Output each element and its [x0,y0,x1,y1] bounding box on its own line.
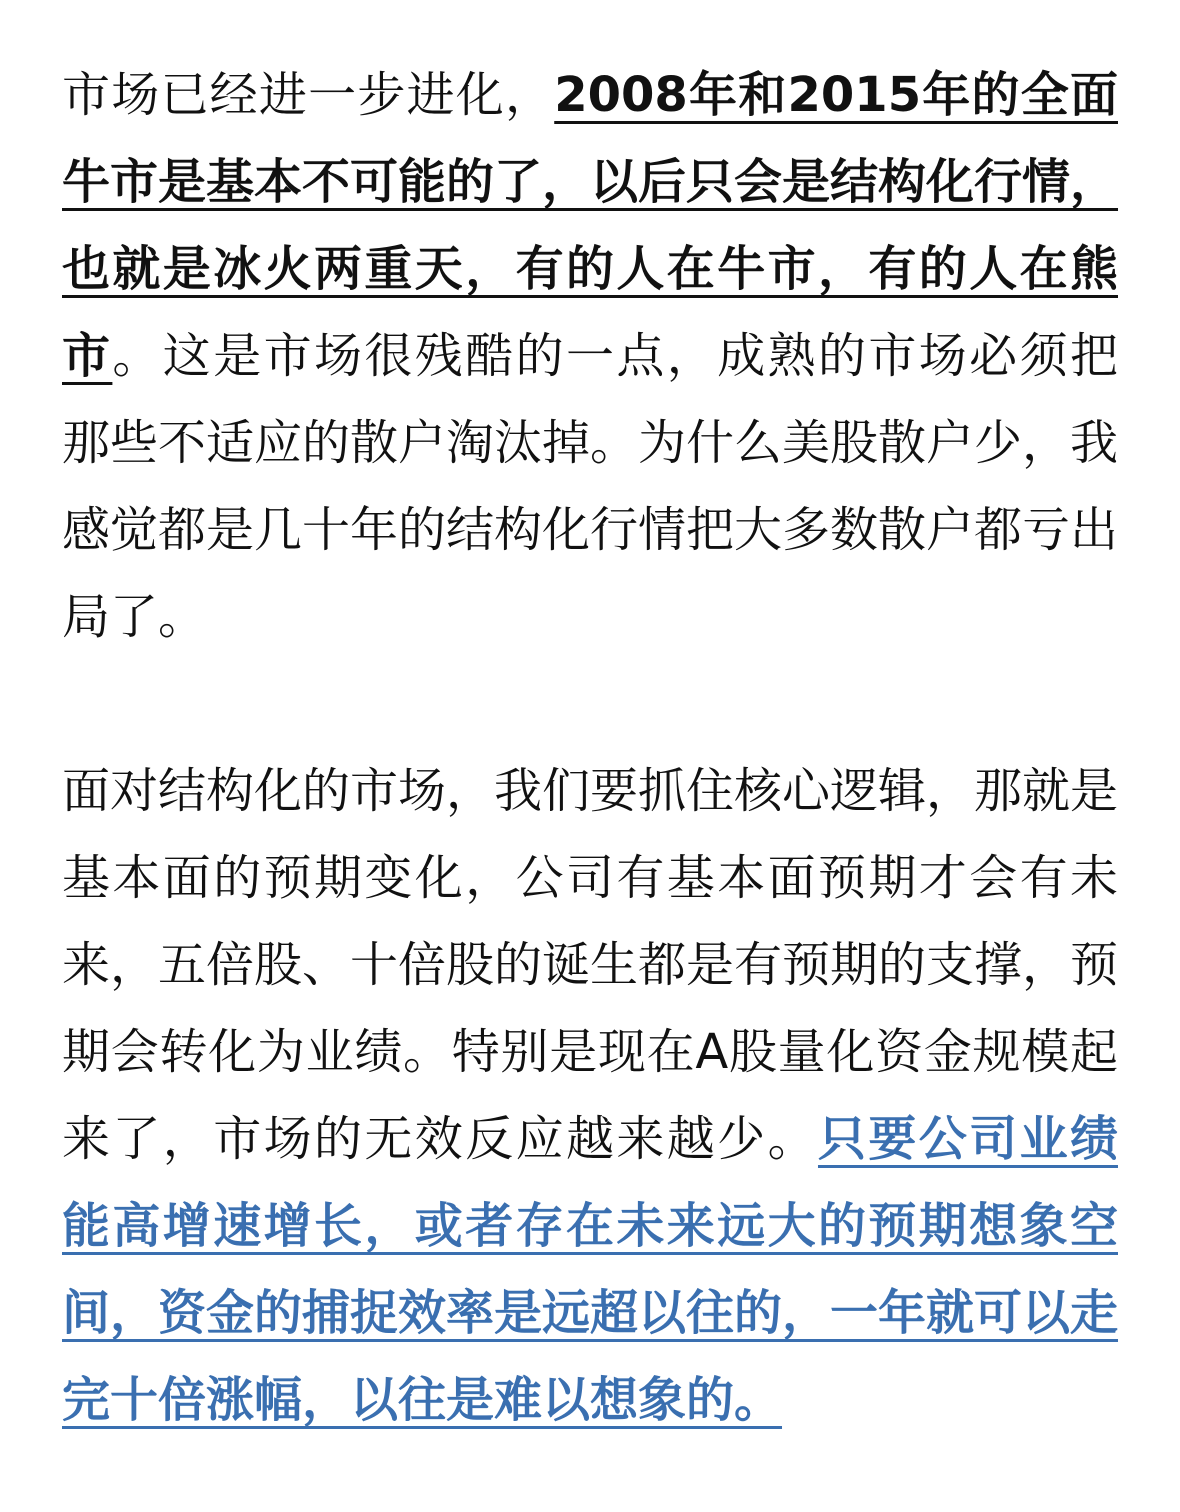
paragraph-2 [62,748,1118,1444]
paragraph-2-lead: 面对结构化的市场，我们要抓住核心逻辑，那就是基本面的预期变化，公司有基本面预期才会有未来，五倍股、十倍股的诞生都是有预期的支撑，预期会转化为业绩。特别是现在A股量化资金规模起来了，市场的无效反应越来越少。 [62,763,1119,1167]
article-body [62,52,1118,1444]
paragraph-1-tail: 。这是市场很残酷的一点，成熟的市场必须把那些不适应的散户淘汰掉。为什么美股散户少，我感觉都是几十年的结构化行情把大多数散户都亏出局了。 [62,328,1119,645]
paragraph-1-emphasis: 2008年和2015年的全面牛市是基本不可能的了，以后只会是结构化行情，也就是冰火两重天，有的人在牛市，有的人在熊市 [62,67,1119,384]
paragraph-1-lead: 市场已经进一步进化， [62,67,555,123]
paragraph-2-highlight: 只要公司业绩能高增速增长，或者存在未来远大的预期想象空间，资金的捕捉效率是远超以往的，一年就可以走完十倍涨幅，以往是难以想象的。 [62,1111,1119,1428]
paragraph-1 [62,52,1118,661]
